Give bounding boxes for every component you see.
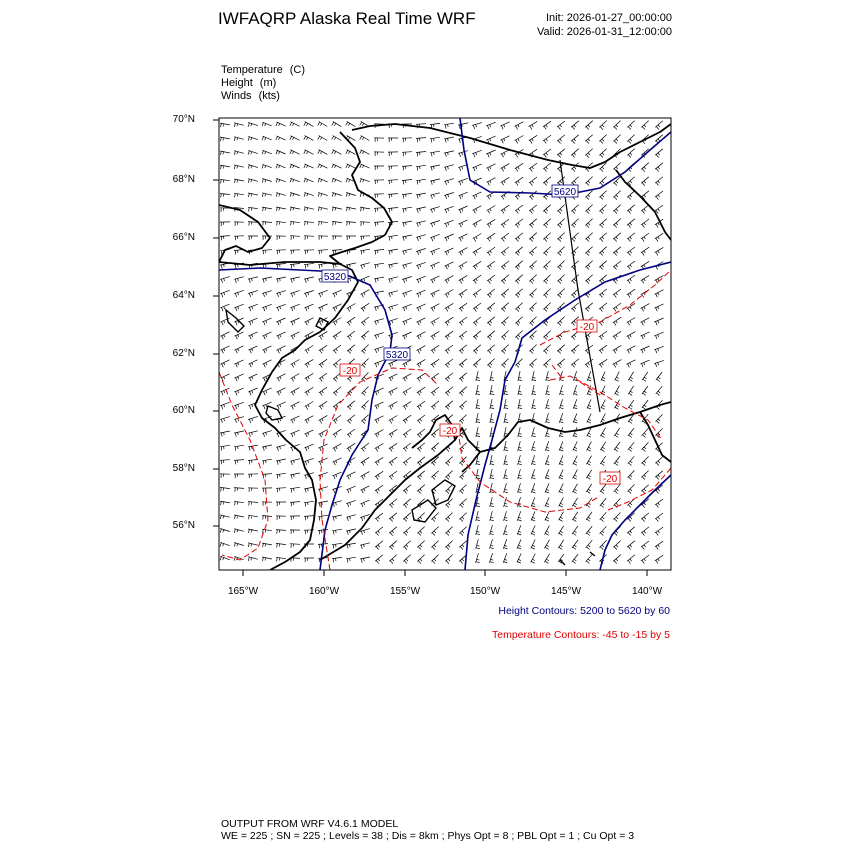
model-info: OUTPUT FROM WRF V4.6.1 MODEL: [221, 818, 399, 830]
height-label: [322, 270, 348, 283]
lat-label: 62°N: [172, 348, 195, 359]
temperature-label: [577, 320, 597, 333]
temperature-contour-note: Temperature Contours: -45 to -15 by 5: [491, 629, 670, 641]
lat-label: 70°N: [172, 114, 195, 125]
svg-text:-20: -20: [602, 474, 618, 485]
variable-name: Winds: [221, 90, 252, 102]
lat-label: 56°N: [172, 520, 195, 531]
height-contour-note: Height Contours: 5200 to 5620 by 60: [498, 605, 670, 617]
svg-text:-20: -20: [442, 426, 458, 437]
temperature-label: [600, 472, 620, 485]
height-label: [552, 185, 578, 198]
variable-unit: (kts): [258, 90, 280, 102]
lat-label: 68°N: [172, 174, 195, 185]
variable-name: Temperature: [221, 64, 283, 76]
lon-label: 140°W: [631, 586, 663, 597]
init-time: Init: 2026-01-27_00:00:00: [546, 12, 672, 24]
lon-label: 150°W: [469, 586, 501, 597]
model-settings: WE = 225 ; SN = 225 ; Levels = 38 ; Dis = 8km ; Phys Opt = 8 ; PBL Opt = 1 ; Cu Opt = 3: [221, 830, 635, 842]
height-label: [384, 348, 410, 361]
variable-unit: (m): [259, 77, 277, 89]
chart-title: IWFAQRP Alaska Real Time WRF: [218, 9, 476, 28]
wind-barb-field: [220, 121, 664, 564]
variable-name: Height: [221, 77, 253, 89]
coastline: [219, 124, 671, 570]
svg-text:5320: 5320: [385, 350, 409, 361]
variable-unit: (C): [289, 64, 306, 76]
contour-labels: [322, 185, 620, 485]
svg-text:-20: -20: [342, 366, 358, 377]
lon-label: 165°W: [227, 586, 259, 597]
svg-text:5620: 5620: [553, 187, 577, 198]
svg-text:5320: 5320: [323, 272, 347, 283]
lat-label: 64°N: [172, 290, 195, 301]
lon-label: 160°W: [308, 586, 340, 597]
svg-text:-20: -20: [579, 322, 595, 333]
lat-label: 66°N: [172, 232, 195, 243]
axis-ticks: [213, 120, 647, 576]
lon-label: 145°W: [550, 586, 582, 597]
lon-label: 155°W: [389, 586, 421, 597]
wind-barbs: [220, 121, 664, 564]
lat-label: 58°N: [172, 463, 195, 474]
lat-label: 60°N: [172, 405, 195, 416]
valid-time: Valid: 2026-01-31_12:00:00: [537, 26, 672, 38]
temperature-label: [340, 364, 360, 377]
temperature-label: [440, 424, 460, 437]
